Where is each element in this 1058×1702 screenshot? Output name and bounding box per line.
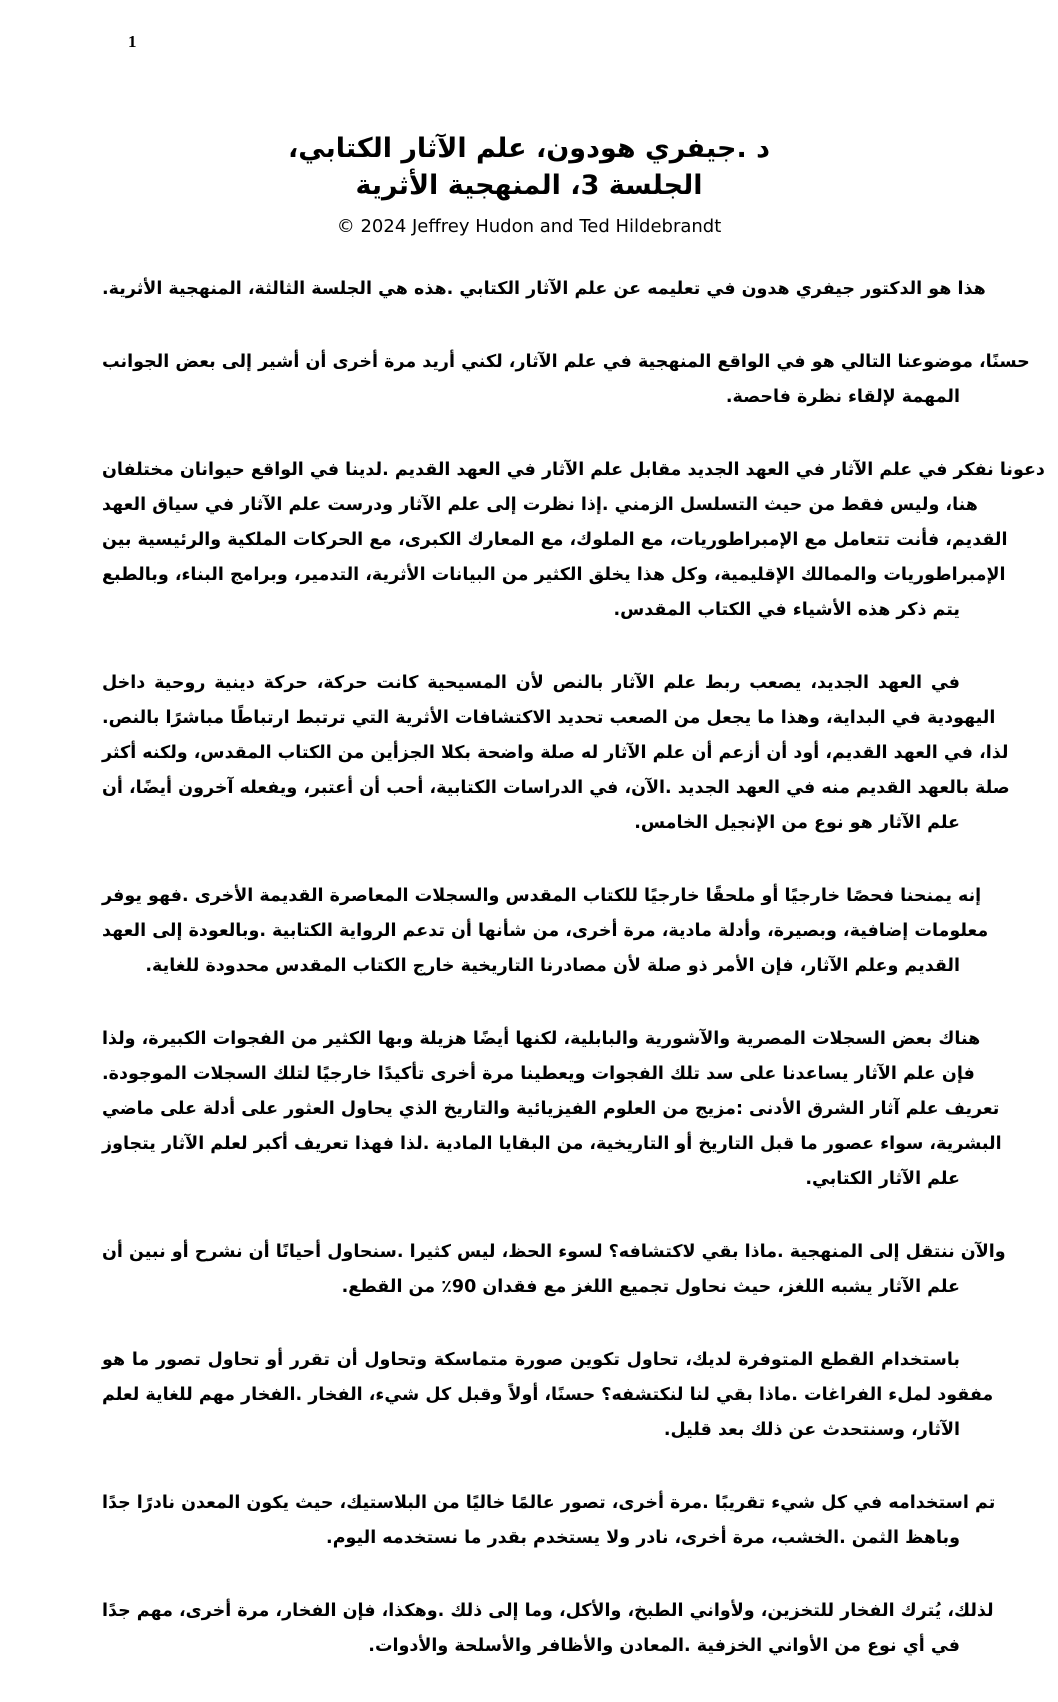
text-line: .علم الآثار الكتابي bbox=[805, 1169, 960, 1189]
text-line: هناك بعض السجلات المصرية والآشورية والبابلية، لكنها أيضًا هزيلة وبها الكثير من الفجوات الكبيرة، ولذا bbox=[102, 1029, 981, 1049]
text-line: .القديم وعلم الآثار، فإن الأمر ذو صلة لأن مصادرنا التاريخية خارج الكتاب المقدس محدودة للغاية bbox=[145, 956, 960, 976]
copyright-notice: © 2024 Jeffrey Hudon and Ted Hildebrandt bbox=[336, 216, 722, 237]
paragraph bbox=[102, 345, 1030, 415]
page-number: 1 bbox=[128, 32, 137, 51]
text-line: لذا، في العهد القديم، أود أن أزعم أن علم الآثار له صلة واضحة بكلا الجزأين من الكتاب المقدس، ولكنه أكثر bbox=[102, 743, 1009, 763]
text-line: .في أي نوع من الأواني الخزفية .المعادن والأظافر والأسلحة والأدوات bbox=[368, 1636, 960, 1656]
paragraph bbox=[102, 272, 986, 307]
text-line: .علم الآثار يشبه اللغز، حيث نحاول تجميع اللغز مع فقدان 90٪ من القطع bbox=[341, 1277, 960, 1297]
text-line: باستخدام القطع المتوفرة لديك، تحاول تكوين صورة متماسكة وتحاول أن تقرر أو تحاول تصور ما هو bbox=[102, 1350, 960, 1370]
paragraph bbox=[102, 453, 1045, 628]
text-line: هنا، وليس فقط من حيث التسلسل الزمني .إذا نظرت إلى علم الآثار ودرست علم الآثار في سياق العهد bbox=[102, 495, 978, 515]
text-line: القديم، فأنت تتعامل مع الإمبراطوريات، مع الملوك، مع المعارك الكبرى، مع الحركات الملكية والرئيسية بين bbox=[102, 530, 1008, 550]
text-line: .علم الآثار هو نوع من الإنجيل الخامس bbox=[634, 813, 960, 833]
text-line: البشرية، سواء عصور ما قبل التاريخ أو التاريخية، من البقايا المادية .لذا فهذا تعريف أكبر لعلم الآثار يتجاوز bbox=[102, 1134, 1002, 1154]
text-line: .وباهظ الثمن .الخشب، مرة أخرى، نادر ولا يستخدم بقدر ما نستخدمه اليوم bbox=[326, 1528, 960, 1548]
text-line: دعونا نفكر في علم الآثار في العهد الجديد مقابل علم الآثار في العهد القديم .لدينا في الواقع حيوانان مختلفان bbox=[102, 460, 1045, 480]
document-title: ،د .جيفري هودون، علم الآثار الكتابي bbox=[288, 133, 770, 164]
text-line: .يتم ذكر هذه الأشياء في الكتاب المقدس bbox=[613, 600, 960, 620]
text-line: لذلك، يُترك الفخار للتخزين، ولأواني الطبخ، والأكل، وما إلى ذلك .وهكذا، فإن الفخار، مرة أخرى، مهم جدًا bbox=[102, 1601, 994, 1621]
text-line: الإمبراطوريات والممالك الإقليمية، وكل هذا يخلق الكثير من البيانات الأثرية، التدمير، وبرامج البناء، وبالطبع bbox=[102, 565, 1006, 585]
text-line: والآن ننتقل إلى المنهجية .ماذا بقي لاكتشافه؟ لسوء الحظ، ليس كثيرا .سنحاول أحيانًا أن نشرح أو نبين أن bbox=[102, 1242, 1006, 1262]
text-line: .الآثار، وسنتحدث عن ذلك بعد قليل bbox=[663, 1420, 960, 1440]
text-line: .اليهودية في البداية، وهذا ما يجعل من الصعب تحديد الاكتشافات الأثرية التي ترتبط ارتباطًا مباشرًا بالنص bbox=[102, 708, 996, 728]
paragraph bbox=[102, 1235, 1006, 1305]
text-line: .فإن علم الآثار يساعدنا على سد تلك الفجوات ويعطينا مرة أخرى تأكيدًا خارجيًا لتلك السجلات الموجودة bbox=[102, 1064, 975, 1084]
paragraph bbox=[102, 1594, 994, 1664]
paragraph bbox=[102, 1343, 994, 1448]
text-line: تعريف علم آثار الشرق الأدنى :مزيج من العلوم الفيزيائية والتاريخ الذي يحاول العثور على أدلة على ماضي bbox=[102, 1099, 1000, 1119]
text-line: مفقود لملء الفراغات .ماذا بقي لنا لنكتشفه؟ حسنًا، أولاً وقبل كل شيء، الفخار .الفخار مهم للغاية لعلم bbox=[102, 1385, 994, 1405]
text-line: في العهد الجديد، يصعب ربط علم الآثار بالنص لأن المسيحية كانت حركة، حركة دينية روحية داخل bbox=[102, 673, 960, 693]
text-line: صلة بالعهد القديم منه في العهد الجديد .الآن، في الدراسات الكتابية، أحب أن أعتبر، ويفعله آخرون أيضًا، أن bbox=[102, 778, 1010, 798]
paragraph bbox=[102, 666, 1010, 841]
text-line: .المهمة لإلقاء نظرة فاحصة bbox=[725, 387, 960, 407]
text-line: .هذا هو الدكتور جيفري هدون في تعليمه عن علم الآثار الكتابي .هذه هي الجلسة الثالثة، المنهجية الأثرية bbox=[102, 279, 986, 299]
text-line: حسنًا، موضوعنا التالي هو في الواقع المنهجية في علم الآثار، لكني أريد مرة أخرى أن أشير إلى بعض الجوانب bbox=[102, 352, 1030, 372]
document-body bbox=[102, 272, 1045, 1702]
text-line: معلومات إضافية، وبصيرة، وأدلة مادية، مرة أخرى، من شأنها أن تدعم الرواية الكتابية .وبالعودة إلى العهد bbox=[102, 921, 989, 941]
text-line: تم استخدامه في كل شيء تقريبًا .مرة أخرى، تصور عالمًا خاليًا من البلاستيك، حيث يكون المعدن نادرًا جدًا bbox=[102, 1493, 996, 1513]
paragraph bbox=[102, 1022, 1002, 1197]
paragraph bbox=[102, 879, 989, 984]
text-line: إنه يمنحنا فحصًا خارجيًا أو ملحقًا خارجيًا للكتاب المقدس والسجلات المعاصرة القديمة الأخرى .فهو يوفر bbox=[102, 886, 982, 906]
document-subtitle: الجلسة 3، المنهجية الأثرية bbox=[355, 170, 703, 201]
